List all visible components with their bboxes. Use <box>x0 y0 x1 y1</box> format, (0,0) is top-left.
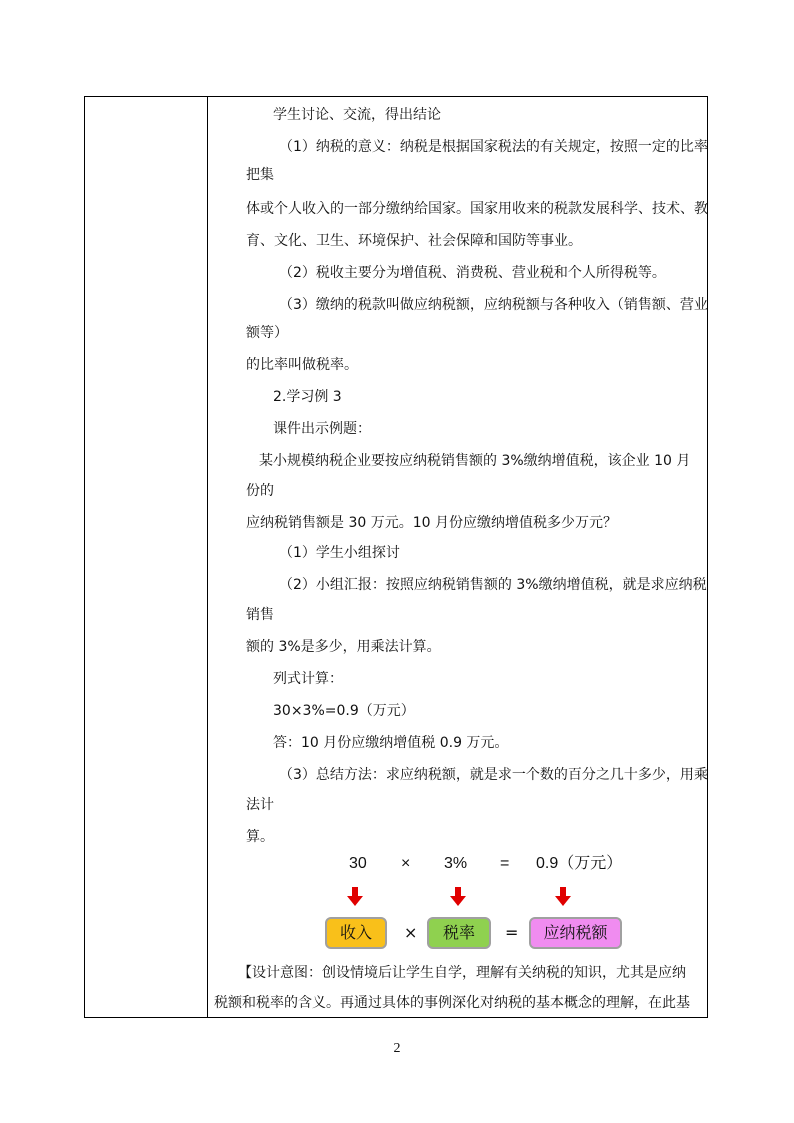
design-intent-line: 税额和税率的含义。再通过具体的事例深化对纳税的基本概念的理解，在此基 <box>214 995 690 1011</box>
text-line: 体或个人收入的一部分缴纳给国家。国家用收来的税款发展科学、技术、教 <box>246 201 708 217</box>
formula-box-equals: = <box>505 923 519 942</box>
text-line: 育、文化、卫生、环境保护、社会保障和国防等事业。 <box>246 233 582 249</box>
text-line: （1）纳税的意义：纳税是根据国家税法的有关规定，按照一定的比率 <box>279 139 708 155</box>
text-line: 额的 3%是多少，用乘法计算。 <box>246 639 441 655</box>
page-number: 2 <box>393 1041 401 1056</box>
down-arrow-icon <box>450 887 466 907</box>
text-line: 2.学习例 3 <box>273 389 342 405</box>
down-arrow-icon <box>347 887 363 907</box>
formula-times: × <box>401 855 411 872</box>
formula-box-times: × <box>404 923 418 942</box>
text-line: 把集 <box>246 167 274 183</box>
text-line: 法计 <box>246 797 274 813</box>
text-line: 应纳税销售额是 30 万元。10 月份应缴纳增值税多少万元？ <box>246 515 617 531</box>
formula-value-income: 30 <box>349 855 367 872</box>
text-line: 某小规模纳税企业要按应纳税销售额的 3%缴纳增值税，该企业 10 月 <box>259 453 691 469</box>
text-line: （2）小组汇报：按照应纳税销售额的 3%缴纳增值税，就是求应纳税 <box>279 577 707 593</box>
content-cell <box>208 97 707 1017</box>
down-arrow-icon <box>555 887 571 907</box>
text-line: 30×3%=0.9（万元） <box>273 703 415 719</box>
text-line: （3）缴纳的税款叫做应纳税额，应纳税额与各种收入（销售额、营业 <box>279 297 708 313</box>
formula-value-tax: 0.9（万元） <box>536 855 623 872</box>
text-line: 课件出示例题： <box>273 421 371 437</box>
text-line: 列式计算： <box>273 671 343 687</box>
text-line: 份的 <box>246 483 274 499</box>
text-line: （3）总结方法：求应纳税额，就是求一个数的百分之几十多少，用乘 <box>279 767 708 783</box>
formula-equals: = <box>500 855 510 872</box>
text-line: （2）税收主要分为增值税、消费税、营业税和个人所得税等。 <box>279 265 666 281</box>
text-line: 学生讨论、交流，得出结论 <box>273 107 441 123</box>
tax-rate-box: 税率 <box>427 917 491 949</box>
text-line: 额等） <box>246 325 288 341</box>
text-line: 算。 <box>246 829 274 845</box>
text-line: （1）学生小组探讨 <box>279 545 400 561</box>
tax-payable-box: 应纳税额 <box>529 917 622 949</box>
text-line: 销售 <box>246 607 274 623</box>
text-line: 的比率叫做税率。 <box>246 357 358 373</box>
lesson-table <box>84 96 708 1018</box>
design-intent-line: 【设计意图：创设情境后让学生自学，理解有关纳税的知识，尤其是应纳 <box>238 965 686 981</box>
formula-value-rate: 3% <box>444 855 468 872</box>
text-line: 答：10 月份应缴纳增值税 0.9 万元。 <box>273 735 509 751</box>
income-box: 收入 <box>325 917 387 949</box>
